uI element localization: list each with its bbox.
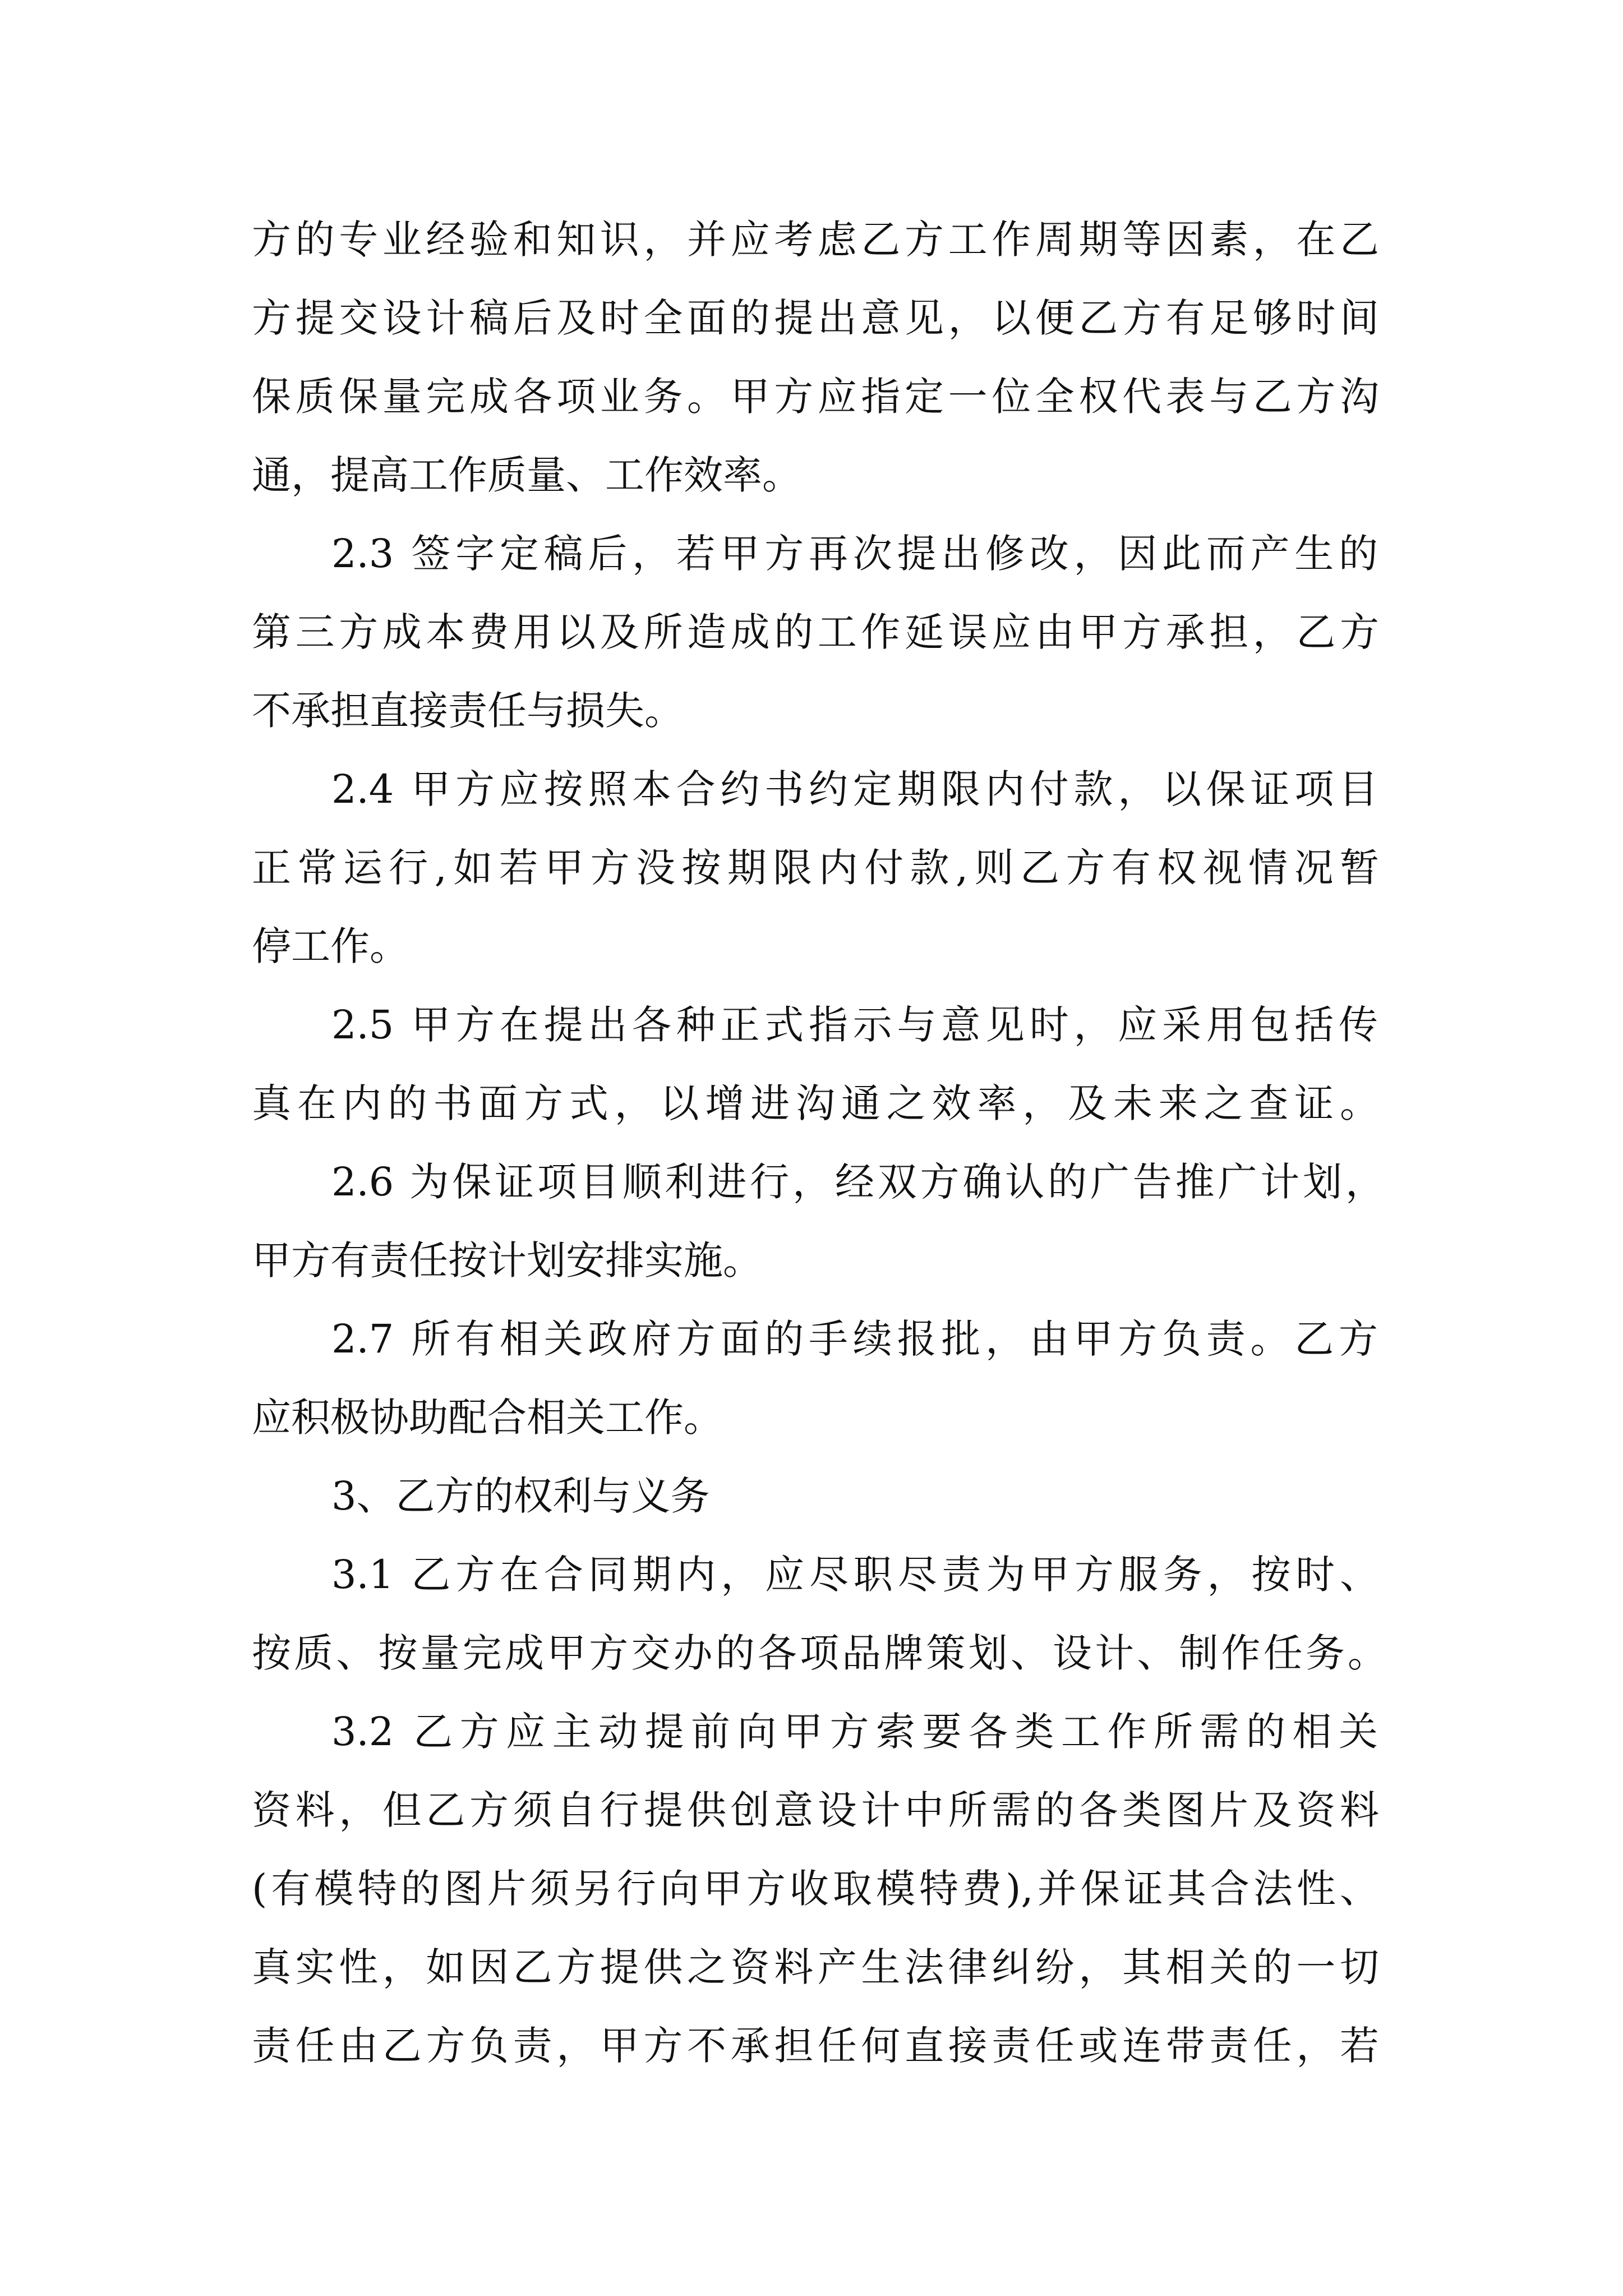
paragraph-line: 应积极协助配合相关工作。 <box>252 1395 723 1441</box>
paragraph-line: (有模特的图片须另行向甲方收取模特费),并保证其合法性、 <box>252 1866 1379 1912</box>
paragraph-line: 保质保量完成各项业务。甲方应指定一位全权代表与乙方沟 <box>252 374 1379 420</box>
paragraph-line: 真实性，如因乙方提供之资料产生法律纠纷，其相关的一切 <box>252 1944 1379 1990</box>
paragraph-line: 按质、按量完成甲方交办的各项品牌策划、设计、制作任务。 <box>252 1630 1387 1676</box>
paragraph-line: 2.7 所有相关政府方面的手续报批，由甲方负责。乙方 <box>331 1316 1378 1362</box>
paragraph-line: 真在内的书面方式，以增进沟通之效率，及未来之查证。 <box>252 1080 1379 1126</box>
paragraph-line: 3.2 乙方应主动提前向甲方索要各类工作所需的相关 <box>331 1709 1378 1755</box>
paragraph-line: 不承担直接责任与损失。 <box>252 688 684 734</box>
paragraph-line: 2.4 甲方应按照本合约书约定期限内付款，以保证项目 <box>331 766 1378 812</box>
paragraph-line: 2.6 为保证项目顺利进行，经双方确认的广告推广计划， <box>331 1159 1385 1205</box>
paragraph-line: 资料，但乙方须自行提供创意设计中所需的各类图片及资料 <box>252 1787 1379 1833</box>
paragraph-line: 责任由乙方负责，甲方不承担任何直接责任或连带责任，若 <box>252 2023 1379 2069</box>
section-heading: 3、乙方的权利与义务 <box>331 1473 710 1519</box>
paragraph-line: 正常运行,如若甲方没按期限内付款,则乙方有权视情况暂 <box>252 845 1379 891</box>
paragraph-line: 甲方有责任按计划安排实施。 <box>252 1237 762 1283</box>
paragraph-line: 第三方成本费用以及所造成的工作延误应由甲方承担，乙方 <box>252 609 1379 655</box>
paragraph-line: 3.1 乙方在合同期内，应尽职尽责为甲方服务，按时、 <box>331 1552 1379 1598</box>
paragraph-line: 2.3 签字定稿后，若甲方再次提出修改，因此而产生的 <box>331 531 1378 577</box>
paragraph-line: 方的专业经验和知识，并应考虑乙方工作周期等因素，在乙 <box>252 217 1379 263</box>
paragraph-line: 2.5 甲方在提出各种正式指示与意见时，应采用包括传 <box>331 1002 1378 1048</box>
paragraph-line: 通，提高工作质量、工作效率。 <box>252 452 801 498</box>
paragraph-line: 方提交设计稿后及时全面的提出意见，以便乙方有足够时间 <box>252 295 1379 341</box>
paragraph-line: 停工作。 <box>252 923 409 969</box>
